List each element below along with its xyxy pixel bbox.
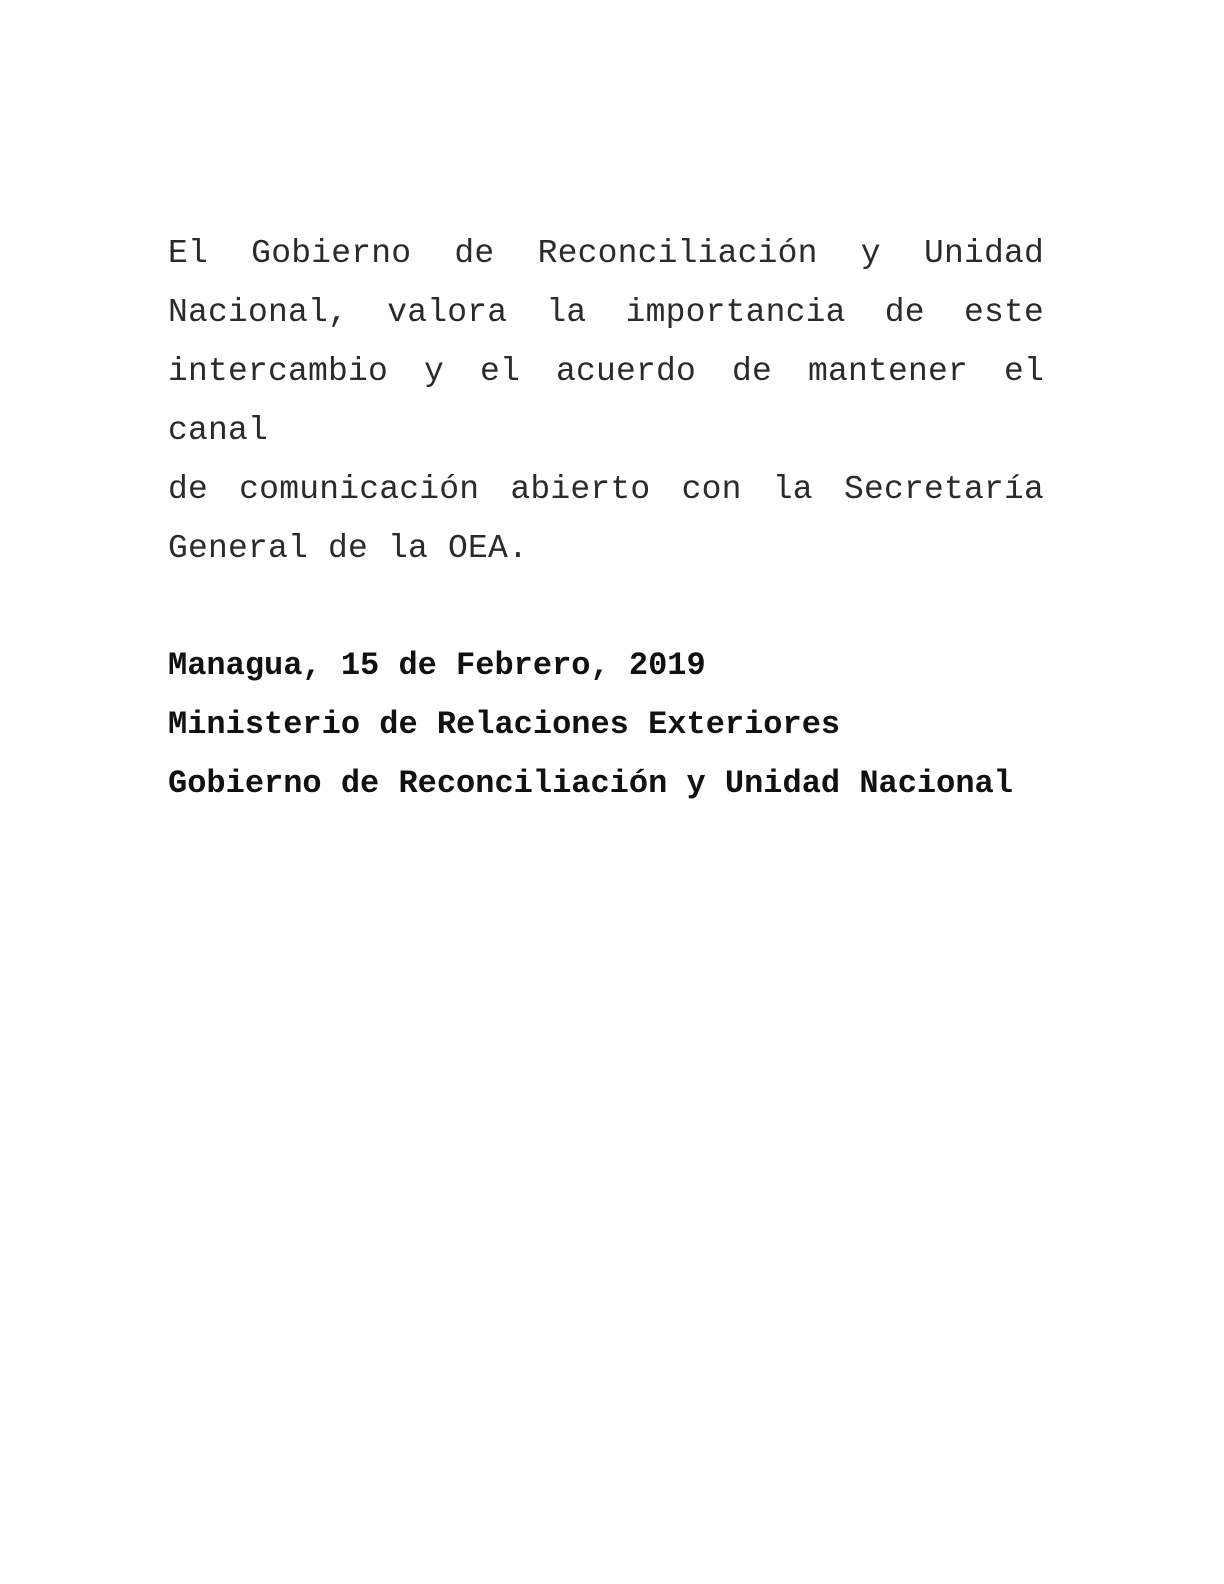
paragraph-line: intercambio y el acuerdo de mantener el canal <box>168 353 1044 449</box>
body-paragraph <box>168 224 1044 578</box>
ministry-name: Ministerio de Relaciones Exteriores <box>168 706 841 743</box>
place-date: Managua, 15 de Febrero, 2019 <box>168 647 706 684</box>
paragraph-line: El Gobierno de Reconciliación y Unidad <box>168 235 1044 272</box>
paragraph-line: Nacional, valora la importancia de este <box>168 294 1044 331</box>
signature-block <box>168 636 1013 813</box>
paragraph-line: de comunicación abierto con la Secretaría <box>168 471 1044 508</box>
paragraph-line: General de la OEA. <box>168 530 529 567</box>
government-name: Gobierno de Reconciliación y Unidad Nacional <box>168 765 1013 802</box>
